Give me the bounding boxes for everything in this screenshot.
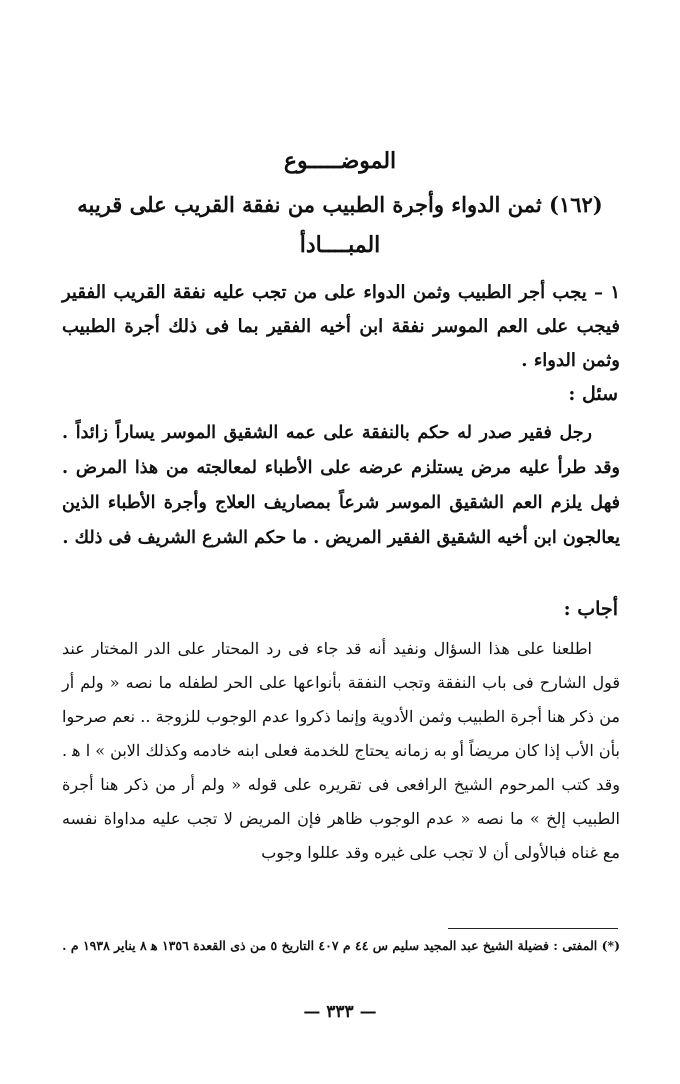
footnote-divider (448, 928, 618, 929)
principle-heading: المبــــادأ (299, 232, 381, 258)
answer-label: أجاب : (563, 598, 618, 620)
topic-heading: الموضـــــوع (283, 148, 397, 174)
answer-paragraph: اطلعنا على هذا السؤال ونفيد أنه قد جاء فى رد المحتار على الدر المختار عند قول الشارح فى باب النفقة وتجب النفقة بأنواعها على الحر لطفله ما نصه « ولم أر من ذكر هنا أجرة الطبيب وثمن الأدوية وإنما ذكروا عدم الوجوب للزوجة .. نعم صرحوا بأن الأب إذا كان مريضاً أو به زمانه يحتاج للخدمة فعلى ابنه خادمه وكذلك الابن » ا ﻫ . وقد كتب المرحوم الشيخ الرافعى فى تقريره على قوله « ولم أر من ذكر هنا أجرة الطبيب إلخ » ما نصه « عدم الوجوب ظاهر فإن المريض لا تجب عليه مداواة نفسه مع غناه فبالأولى أن لا تجب على غيره وقد عللوا وجوب (62, 639, 620, 862)
footnote: (*) المفتى : فضيلة الشيخ عبد المجيد سليم س ٤٤ م ٤٠٧ التاريخ ٥ من ذى القعدة ١٣٥٦ ﻫ ٨ يناير ١٩٣٨ م . (62, 938, 620, 953)
fatwa-title: (١٦٢) ثمن الدواء وأجرة الطبيب من نفقة القريب على قريبه (77, 192, 603, 217)
principle-paragraph: ١ – يجب أجر الطبيب وثمن الدواء على من تجب عليه نفقة القريب الفقير فيجب على العم الموسر نفقة ابن أخيه الفقير بما فى ذلك أجرة الطبيب وثمن الدواء . (62, 282, 620, 371)
question-label: سئل : (568, 383, 618, 405)
question-paragraph: رجل فقير صدر له حكم بالنفقة على عمه الشقيق الموسر يساراً زائداً . وقد طرأ عليه مرض يستلزم عرضه على الأطباء لمعالجته من هذا المرض . فهل يلزم العم الشقيق الموسر شرعاً بمصاريف العلاج وأجرة الأطباء الذين يعالجون ابن أخيه الشقيق الفقير المريض . ما حكم الشرع الشريف فى ذلك . (62, 423, 620, 548)
page-number: — ٣٣٣ — (303, 1002, 377, 1022)
